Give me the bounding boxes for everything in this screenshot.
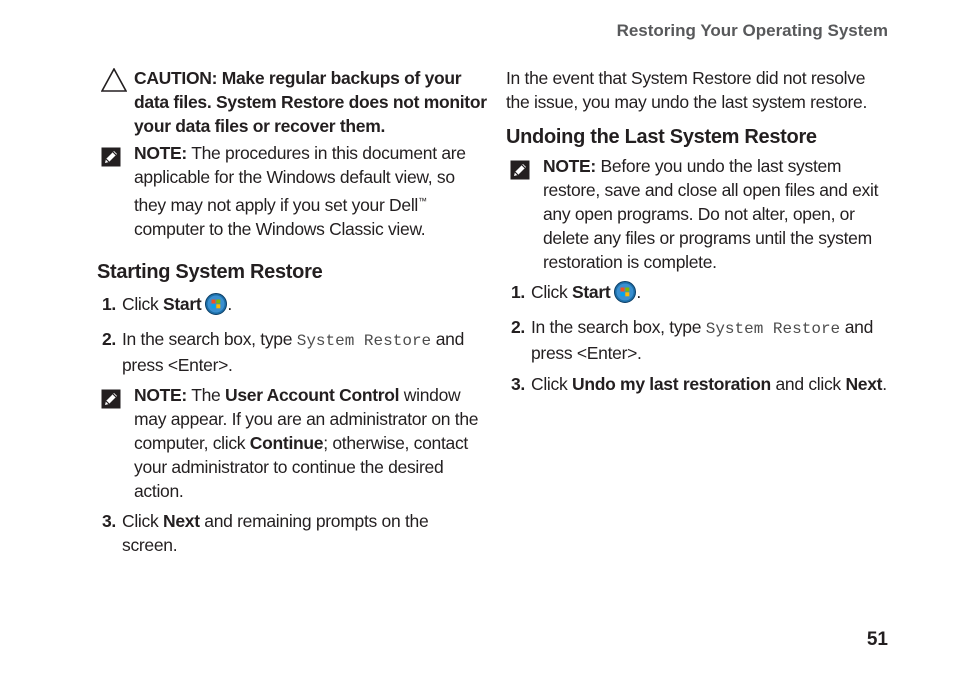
note-text: ; otherwise, contact your administrator to continue the desired action.	[134, 432, 468, 501]
list-item	[506, 372, 891, 396]
note-text: The procedures in this document are applicable for the Windows default view, so they may not apply if you set your Dell	[134, 143, 466, 215]
step-number: 1.	[511, 282, 525, 302]
next-label: Next	[845, 374, 883, 394]
list-item	[97, 292, 487, 321]
step-text: In the search box, type	[122, 328, 297, 349]
code-text: System Restore	[296, 331, 432, 350]
step-number: 3.	[102, 510, 116, 531]
starting-steps-list-cont	[97, 509, 487, 557]
step-number: 2.	[511, 317, 525, 337]
step-text: Click	[122, 293, 163, 314]
step-text-end: and press <Enter>.	[122, 328, 465, 375]
note-text-cont: computer to the Windows Classic view.	[134, 218, 426, 239]
caution-block	[97, 66, 487, 138]
step-text: and click	[770, 374, 846, 394]
page-number: 51	[866, 629, 888, 650]
step-text: Click	[122, 510, 163, 531]
code-text: System Restore	[705, 320, 841, 338]
note-text: The	[186, 384, 226, 405]
left-column	[97, 66, 487, 557]
start-label: Start	[162, 293, 202, 314]
list-item	[506, 280, 891, 309]
note-pencil-icon	[101, 389, 121, 415]
note-pencil-icon	[510, 160, 530, 186]
list-item	[97, 327, 487, 377]
trademark-symbol: ™	[418, 196, 427, 206]
note-text: Before you undo the last system restore, save and close all open files and exit any open programs. Do not alter, open, or delete any files or programs until the system restoration is complete.	[543, 156, 879, 272]
section-heading-starting: Starting System Restore	[97, 260, 323, 283]
step-text: In the search box, type	[531, 317, 706, 337]
undoing-steps-list	[506, 280, 891, 396]
starting-steps-list	[97, 292, 487, 377]
undo-label: Undo my last restoration	[571, 374, 771, 394]
note-label: NOTE:	[134, 384, 187, 405]
step-text-end: .	[636, 282, 641, 302]
step-text-end: and remaining prompts on the screen.	[122, 510, 429, 555]
step-text-end: .	[882, 374, 887, 394]
note-block-1	[97, 141, 487, 241]
start-label: Start	[571, 282, 611, 302]
note-pencil-icon	[101, 147, 121, 173]
note-label: NOTE:	[134, 143, 187, 163]
note-block-2	[97, 383, 487, 503]
next-label: Next	[162, 510, 200, 531]
step-text: Click	[531, 282, 572, 302]
note-bold-text: User Account Control	[225, 384, 400, 405]
windows-start-orb-icon	[205, 293, 227, 321]
note-text: window may appear. If you are an administrator on the computer, click	[134, 384, 479, 453]
running-header: Restoring Your Operating System	[616, 21, 888, 40]
step-text: Click	[531, 374, 572, 394]
note-bold-text: Continue	[249, 432, 324, 453]
list-item	[506, 315, 891, 365]
section-heading-undoing: Undoing the Last System Restore	[506, 126, 817, 148]
intro-paragraph: In the event that System Restore did not resolve the issue, you may undo the last system restore.	[506, 68, 868, 112]
step-text-end: .	[227, 293, 232, 314]
step-number: 3.	[511, 374, 525, 394]
windows-start-orb-icon	[614, 281, 636, 309]
step-text-end: and press <Enter>.	[531, 317, 874, 363]
caution-text: CAUTION: Make regular backups of your data files. System Restore does not monitor your data files or recover them.	[134, 68, 487, 136]
note-label: NOTE:	[543, 156, 596, 176]
step-number: 2.	[102, 328, 116, 349]
note-block-3	[506, 154, 891, 274]
step-number: 1.	[102, 293, 116, 314]
caution-icon	[101, 68, 127, 98]
list-item	[97, 509, 487, 557]
right-column	[506, 66, 891, 396]
